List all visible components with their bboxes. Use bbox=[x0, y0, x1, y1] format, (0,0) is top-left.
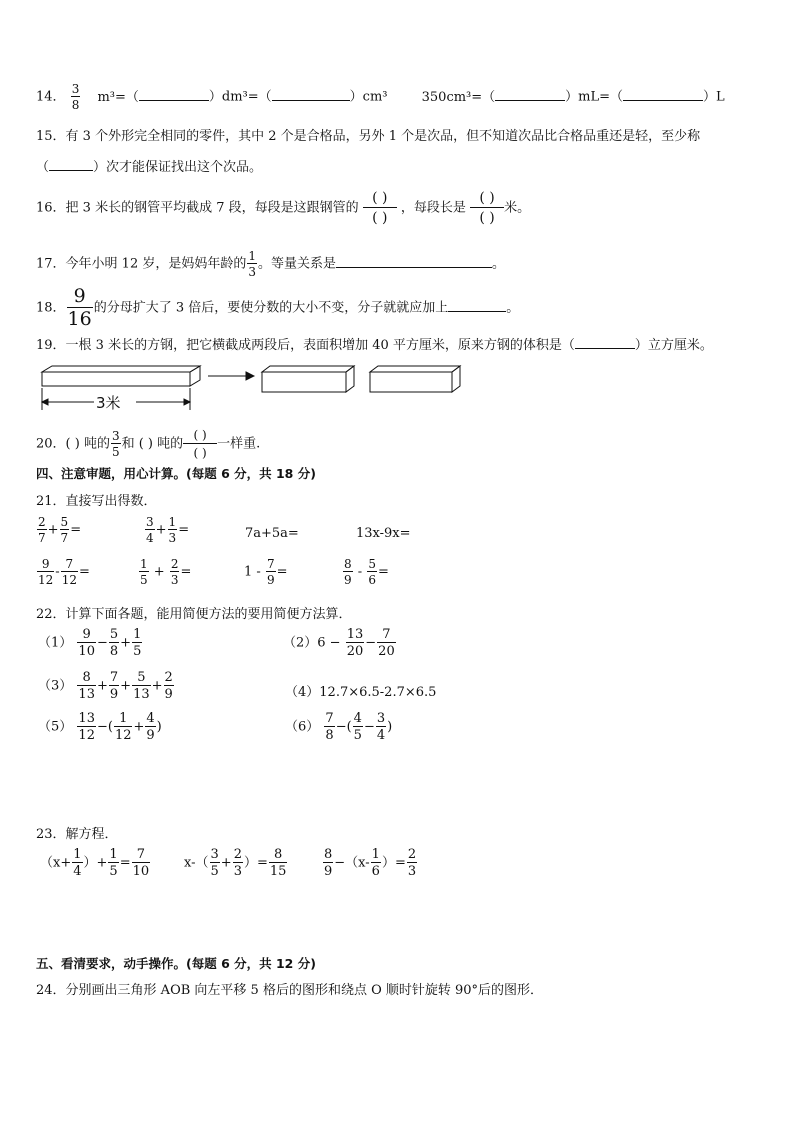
q14-blank-1[interactable] bbox=[139, 88, 209, 101]
question-18: 18． $\frac{9}{16}$ 的分母扩大了 3 倍后，要使分数的大小不变，分子就就应加上 。 bbox=[36, 285, 520, 330]
q21-item-4: 13x-9x= bbox=[356, 526, 411, 541]
q23-equation-3: $\frac{8}{9}$ −（x- $\frac{1}{6}$ ）= $\frac{2}{3}$ bbox=[324, 847, 417, 879]
q22-problem-3: （3） $\frac{8}{13}$ + $\frac{7}{9}$ + $\frac{5}{13}$ + $\frac{2}{9}$ bbox=[38, 670, 173, 702]
q22-problem-6: （6） $\frac{7}{8}$ −( $\frac{4}{5}$ − $\frac{3}{4}$ ) bbox=[285, 711, 393, 743]
question-24: 24．分别画出三角形 AOB 向左平移 5 格后的图形和绕点 O 顺时针旋转 90°后的图形． bbox=[36, 983, 544, 998]
q22-problem-5: （5） $\frac{13}{12}$ −( $\frac{1}{12}$ + $\frac{4}{9}$ ) bbox=[38, 711, 162, 743]
question-14: 14． $\frac{3}{8}$ m³=（ ）dm³=（ ）cm³ 350cm³=（ ）mL=（ ）L bbox=[36, 82, 725, 112]
q15-blank[interactable] bbox=[49, 158, 93, 171]
q21-item-8: $\frac{8}{9}$ - $\frac{5}{6}$ = bbox=[344, 557, 389, 587]
question-20: 20．( ) 吨的 $\frac{3}{5}$ 和 ( ) 吨的 ( ) ( ) 一样重. bbox=[36, 428, 261, 460]
q17-blank[interactable] bbox=[336, 255, 492, 268]
q18-fraction: $\frac{9}{16}$ bbox=[67, 285, 92, 330]
q21-item-7: 1 - $\frac{7}{9}$ = bbox=[244, 557, 288, 587]
q14-blank-4[interactable] bbox=[623, 88, 703, 101]
q19-blank[interactable] bbox=[575, 336, 635, 349]
q16-fraction-blank-1[interactable]: ( ) ( ) bbox=[363, 190, 397, 226]
question-22-title: 22．计算下面各题，能用简便方法的要用简便方法算． bbox=[36, 607, 352, 622]
q19-figure-label: 3米 bbox=[96, 394, 121, 412]
q14-blank-2[interactable] bbox=[272, 88, 350, 101]
q20-fraction-blank[interactable]: ( ) ( ) bbox=[183, 428, 217, 460]
q20-fraction: $\frac{3}{5}$ bbox=[111, 429, 120, 459]
q23-equation-1: （x+ $\frac{1}{4}$ ）+ $\frac{1}{5}$ = $\frac{7}{10}$ bbox=[40, 847, 150, 879]
q22-problem-4: （4）12.7×6.5-2.7×6.5 bbox=[285, 685, 437, 700]
question-21-title: 21．直接写出得数． bbox=[36, 494, 157, 509]
q17-fraction: $\frac{1}{3}$ bbox=[248, 249, 256, 279]
question-17: 17．今年小明 12 岁，是妈妈年龄的 $\frac{1}{3}$ 。等量关系是 。 bbox=[36, 249, 506, 279]
question-23-title: 23．解方程． bbox=[36, 827, 118, 842]
section-5-heading: 五、看清要求，动手操作。(每题 6 分，共 12 分) bbox=[36, 956, 316, 971]
q14-fraction: $\frac{3}{8}$ bbox=[71, 82, 80, 112]
q21-item-6: $\frac{1}{5}$ + $\frac{2}{3}$ = bbox=[140, 557, 192, 587]
q16-fraction-blank-2[interactable]: ( ) ( ) bbox=[470, 190, 504, 226]
question-15-line-2: （ ）次才能保证找出这个次品。 bbox=[36, 160, 263, 175]
q14-number: 14． bbox=[36, 89, 66, 105]
question-16: 16．把 3 米长的钢管平均截成 7 段，每段是这跟钢管的 ( ) ( ) ，每段长是 ( ) ( ) 米。 bbox=[36, 190, 531, 226]
q22-problem-2: （2）6 − $\frac{13}{20}$ − $\frac{7}{20}$ bbox=[283, 627, 395, 659]
question-15-line-1: 15．有 3 个外形完全相同的零件，其中 2 个是合格品，另外 1 个是次品，但不知道次品比合格品重还是轻，至少称 bbox=[36, 129, 701, 144]
q21-item-1: $\frac{2}{7}$ + $\frac{5}{7}$ = bbox=[38, 515, 82, 545]
q21-item-3: 7a+5a= bbox=[245, 526, 299, 541]
q22-problem-1: （1） $\frac{9}{10}$ − $\frac{5}{8}$ + $\frac{1}{5}$ bbox=[38, 627, 142, 659]
q14-blank-3[interactable] bbox=[495, 88, 565, 101]
q21-item-5: $\frac{9}{12}$ - $\frac{7}{12}$ = bbox=[38, 557, 90, 587]
question-19: 19．一根 3 米长的方钢，把它横截成两段后，表面积增加 40 平方厘米，原来方钢的体积是（ ）立方厘米。 bbox=[36, 338, 713, 353]
q18-blank[interactable] bbox=[448, 299, 506, 312]
q21-item-2: $\frac{3}{4}$ + $\frac{1}{3}$ = bbox=[146, 515, 190, 545]
q23-equation-2: x-（ $\frac{3}{5}$ + $\frac{2}{3}$ ）= $\frac{8}{15}$ bbox=[184, 847, 287, 879]
section-4-heading: 四、注意审题，用心计算。(每题 6 分，共 18 分) bbox=[36, 466, 316, 481]
